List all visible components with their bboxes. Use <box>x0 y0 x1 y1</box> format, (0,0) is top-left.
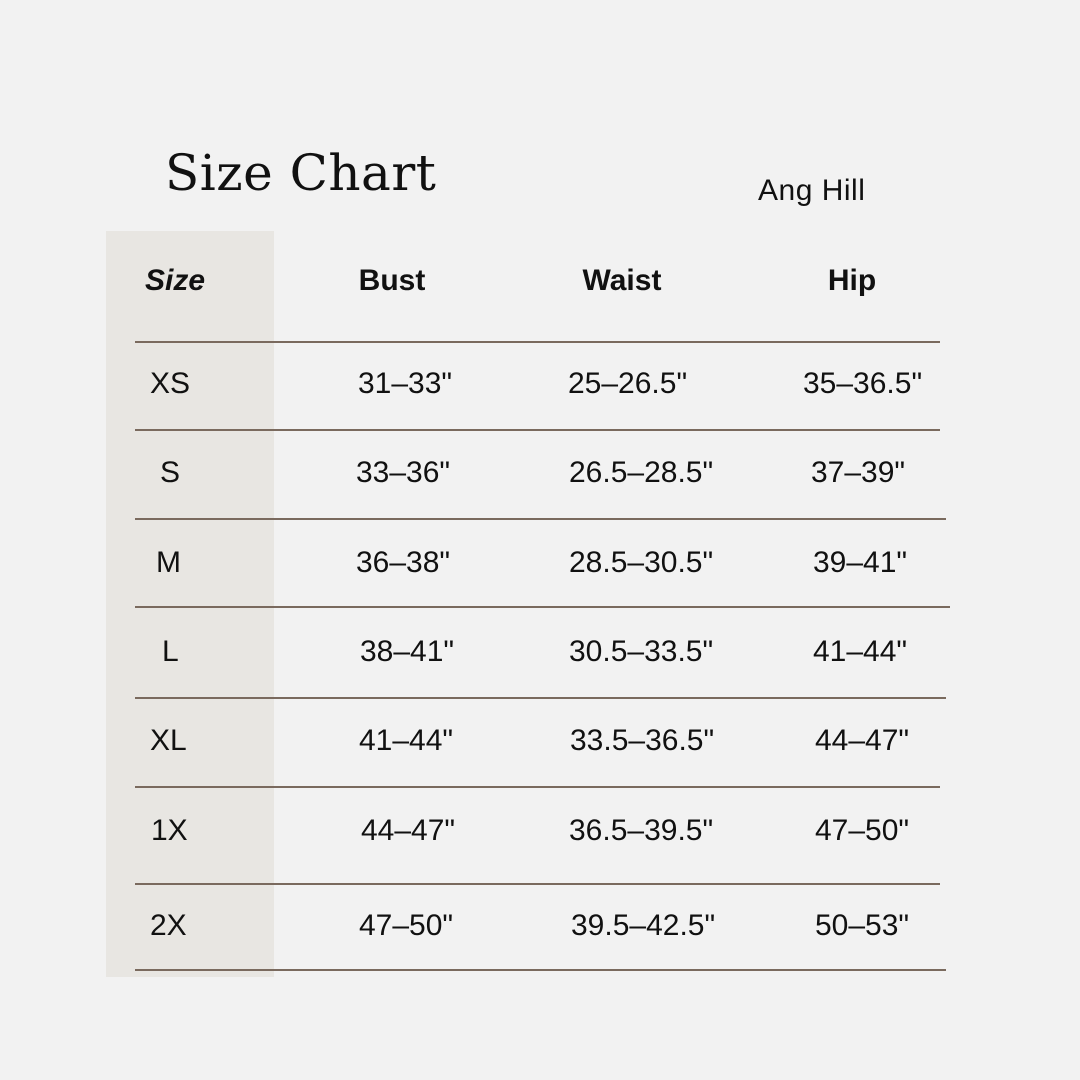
row-divider <box>135 341 940 343</box>
cell-bust: 44–47" <box>361 814 456 847</box>
row-divider <box>135 429 940 431</box>
header-bust: Bust <box>358 264 426 297</box>
cell-waist: 36.5–39.5" <box>569 814 714 847</box>
cell-bust: 38–41" <box>360 635 455 668</box>
cell-bust: 47–50" <box>359 909 454 942</box>
cell-size: XS <box>150 367 191 400</box>
cell-size: 2X <box>150 909 187 942</box>
cell-size: M <box>156 546 181 579</box>
header-waist: Waist <box>582 264 662 297</box>
cell-waist: 25–26.5" <box>568 367 688 400</box>
cell-bust: 41–44" <box>359 724 454 757</box>
cell-hip: 37–39" <box>811 456 906 489</box>
cell-hip: 47–50" <box>815 814 910 847</box>
cell-waist: 28.5–30.5" <box>569 546 714 579</box>
cell-waist: 30.5–33.5" <box>569 635 714 668</box>
row-divider <box>135 883 940 885</box>
cell-size: 1X <box>151 814 188 847</box>
cell-waist: 26.5–28.5" <box>569 456 714 489</box>
cell-size: XL <box>150 724 187 757</box>
row-divider <box>135 969 946 971</box>
brand-name: Ang Hill <box>758 174 866 207</box>
cell-waist: 33.5–36.5" <box>570 724 715 757</box>
cell-bust: 36–38" <box>356 546 451 579</box>
cell-hip: 50–53" <box>815 909 910 942</box>
cell-hip: 44–47" <box>815 724 910 757</box>
cell-size: L <box>162 635 179 668</box>
row-divider <box>135 697 946 699</box>
size-column-band <box>106 231 274 977</box>
row-divider <box>135 518 946 520</box>
page-title: Size Chart <box>165 144 437 202</box>
header-hip: Hip <box>827 264 877 297</box>
cell-size: S <box>160 456 181 489</box>
cell-hip: 41–44" <box>813 635 908 668</box>
cell-bust: 33–36" <box>356 456 451 489</box>
row-divider <box>135 606 950 608</box>
cell-hip: 35–36.5" <box>803 367 923 400</box>
cell-waist: 39.5–42.5" <box>571 909 716 942</box>
cell-bust: 31–33" <box>358 367 453 400</box>
cell-hip: 39–41" <box>813 546 908 579</box>
header-size: Size <box>145 264 206 297</box>
row-divider <box>135 786 940 788</box>
